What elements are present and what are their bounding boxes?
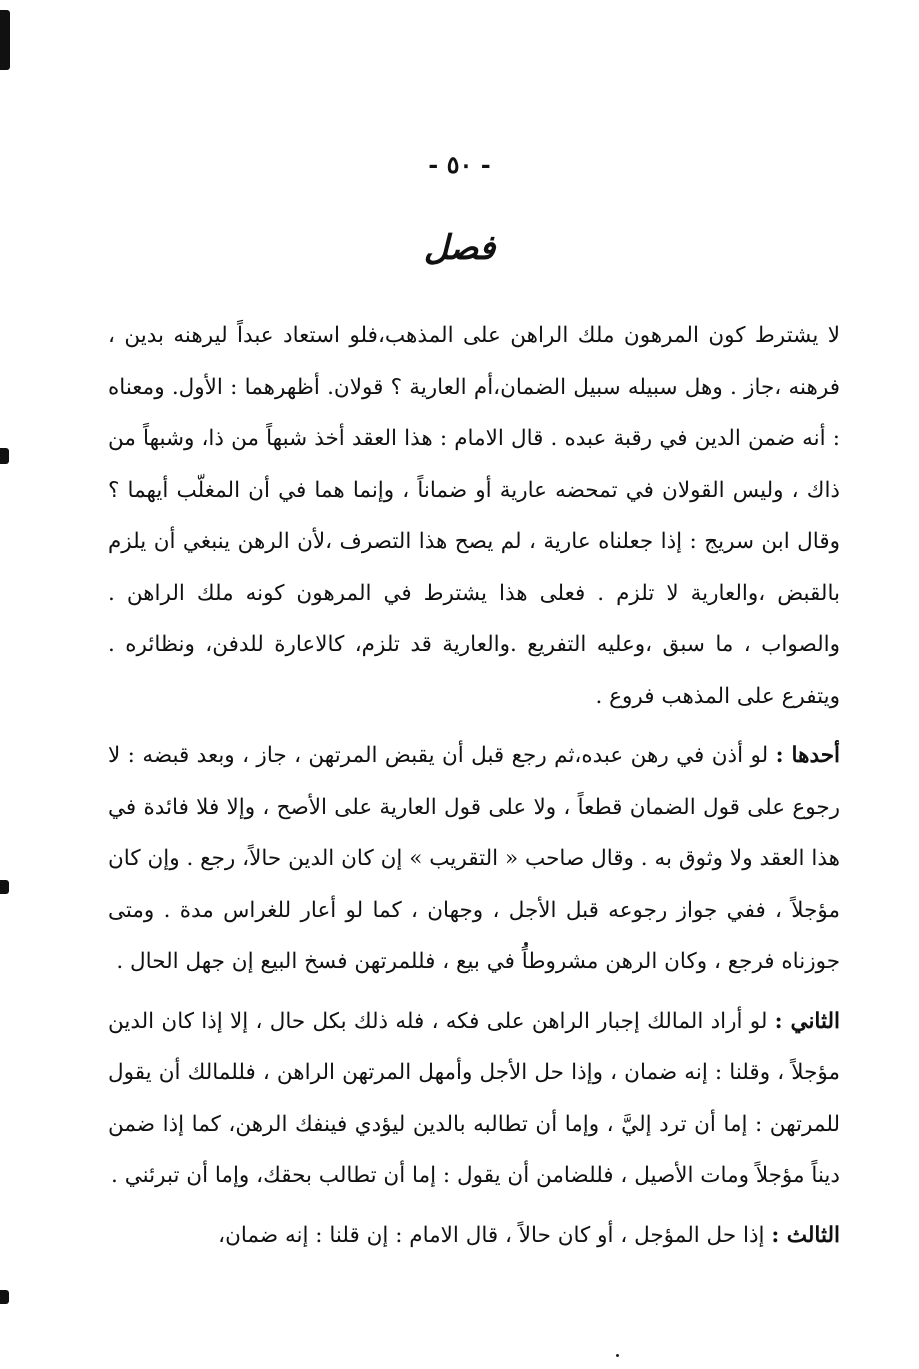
scan-edge-mark bbox=[0, 448, 9, 464]
paragraph-lead: الثاني : bbox=[774, 1008, 840, 1034]
paragraph bbox=[108, 1210, 840, 1262]
paragraph bbox=[108, 730, 840, 988]
text-body bbox=[108, 310, 840, 1269]
paragraph-text: إذا حل المؤجل ، أو كان حالاً ، قال الامام : إن قلنا : إنه ضمان، bbox=[218, 1222, 765, 1248]
paragraph bbox=[108, 996, 840, 1202]
section-heading: فصل bbox=[423, 228, 496, 268]
paragraph-text: لو أذن في رهن عبده،ثم رجع قبل أن يقبض المرتهن ، جاز ، وبعد قبضه : لا رجوع على قول الضمان قطعاً ، ولا على قول العارية على الأصح ، وإلا فلا فائدة في هذا العقد ولا وثوق به . وقال صاحب « التقريب » إن كان الدين حالاً، رجع . وإن كان مؤجلاً ، ففي جواز رجوعه قبل الأجل ، وجهان ، كما لو أعار للغراس مدة . ومتى جوزناه فرجع ، وكان الرهن مشروطاً في بيع ، فللمرتهن فسخ البيع إن جهل الحال . bbox=[108, 743, 840, 974]
page-number: - ٥٠ - bbox=[428, 150, 491, 179]
scan-edge-mark bbox=[0, 10, 10, 70]
paragraph-lead: الثالث : bbox=[771, 1222, 840, 1248]
scan-edge-mark bbox=[0, 1290, 9, 1304]
paragraph bbox=[108, 310, 840, 722]
scan-speck bbox=[616, 1354, 619, 1357]
paragraph-text: لو أراد المالك إجبار الراهن على فكه ، فله ذلك بكل حال ، إلا إذا كان الدين مؤجلاً ، وقلنا : إنه ضمان ، وإذا حل الأجل وأمهل المرتهن الراهن ، فللمالك أن يقول للمرتهن : إما أن ترد إليَّ ، وإما أن تطالبه بالدين ليؤدي فينفك الرهن، كما إذا ضمن ديناً مؤجلاً ومات الأصيل ، فللضامن أن يقول : إما أن تطالب بحقك، وإما أن تبرئني . bbox=[108, 1008, 840, 1188]
paragraph-text: لا يشترط كون المرهون ملك الراهن على المذهب،فلو استعاد عبداً ليرهنه بدين ، فرهنه ،جاز . وهل سبيله سبيل الضمان،أم العارية ؟ قولان. أظهرهما : الأول. ومعناه : أنه ضمن الدين في رقبة عبده . قال الامام : هذا العقد أخذ شبهاً من ذا، وشبهاً من ذاك ، وليس القولان في تمحضه عارية أو ضماناً ، وإنما هما في أن المغلّب أيهما ؟ وقال ابن سريج : إذا جعلناه عارية ، لم يصح هذا التصرف ،لأن الرهن ينبغي أن يلزم بالقبض ،والعارية لا تلزم . فعلى هذا يشترط في المرهون كونه ملك الراهن . والصواب ، ما سبق ،وعليه التفريع .والعارية قد تلزم، كالاعارة للدفن، ونظائره . ويتفرع على المذهب فروع . bbox=[108, 323, 840, 709]
scan-edge-mark bbox=[0, 880, 9, 894]
paragraph-lead: أحدها : bbox=[775, 743, 840, 768]
